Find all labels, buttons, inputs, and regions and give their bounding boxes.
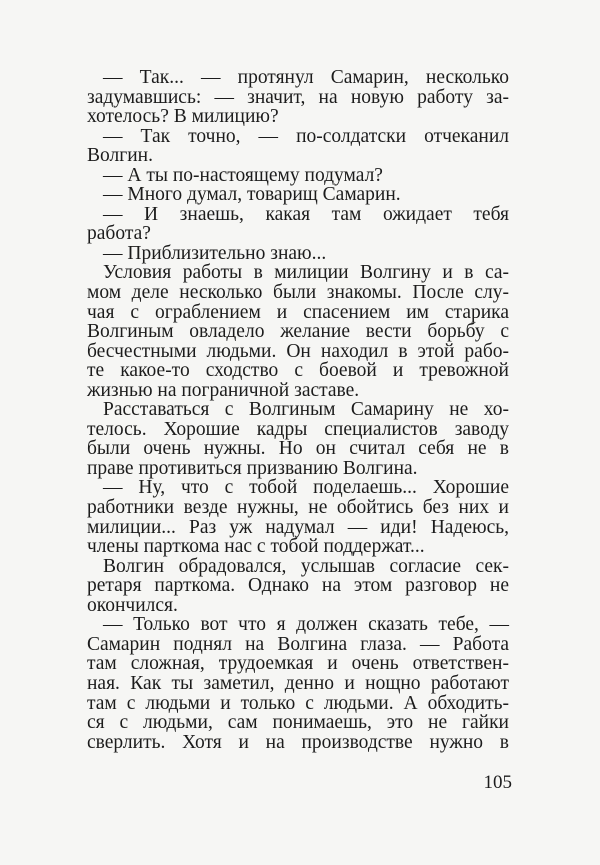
text-line: окончился. xyxy=(87,594,178,616)
paragraph xyxy=(87,68,509,127)
text-line: Самарин поднял на Волгина глаза. — Работа xyxy=(87,633,509,655)
text-line: — Так точно, — по-солдатски отчеканил xyxy=(103,125,509,147)
text-line: чая с ограблением и спасением им старика xyxy=(87,301,509,323)
text-line: — Ну, что с тобой поделаешь... Хорошие xyxy=(103,477,509,499)
text-line: задумавшись: — значит, на новую работу за- xyxy=(87,86,509,108)
text-line: ретаря парткома. Однако на этом разговор не xyxy=(87,575,509,597)
text-line: — Много думал, товарищ Самарин. xyxy=(103,184,401,206)
text-line: жизнью на пограничной заставе. xyxy=(87,379,360,401)
paragraph xyxy=(87,205,509,244)
paragraph xyxy=(87,185,509,205)
paragraph xyxy=(87,557,509,616)
text-line: — Только вот что я должен сказать тебе, — xyxy=(103,614,509,636)
text-line: Расставаться с Волгиным Самарину не хо- xyxy=(103,399,509,421)
book-page-text xyxy=(87,68,509,752)
text-line: были очень нужны. Но он считал себя не в xyxy=(87,438,509,460)
paragraph xyxy=(87,615,509,752)
text-line: хотелось? В милицию? xyxy=(87,106,279,128)
paragraph xyxy=(87,478,509,556)
text-line: члены парткома нас с тобой поддержат... xyxy=(87,536,425,558)
text-line: — Приблизительно знаю... xyxy=(103,242,327,264)
text-line: бесчестными людьми. Он находил в этой рабо- xyxy=(87,340,509,362)
text-line: телось. Хорошие кадры специалистов заводу xyxy=(87,418,509,440)
text-line: мом деле несколько были знакомы. После слу- xyxy=(87,282,509,304)
text-line: там с людьми и только с людьми. А обходить- xyxy=(87,692,509,714)
text-line: работники везде нужны, не обойтись без них и xyxy=(87,497,509,519)
paragraph xyxy=(87,400,509,478)
page-number: 105 xyxy=(483,772,512,793)
text-line: Волгин. xyxy=(87,145,153,167)
text-line: сверлить. Хотя и на производстве нужно в xyxy=(87,731,509,753)
text-line: там сложная, трудоемкая и очень ответствен- xyxy=(87,653,509,675)
text-line: ная. Как ты заметил, денно и нощно работают xyxy=(87,672,509,694)
text-line: — Так... — протянул Самарин, несколько xyxy=(103,67,509,88)
text-line: ся с людьми, сам понимаешь, это не гайки xyxy=(87,712,509,734)
paragraph xyxy=(87,244,509,264)
text-line: те какое-то сходство с боевой и тревожной xyxy=(87,360,509,382)
paragraph xyxy=(87,127,509,166)
text-line: праве противиться призванию Волгина. xyxy=(87,457,418,479)
text-line: Условия работы в милиции Волгину и в са- xyxy=(103,262,509,284)
text-line: Волгиным овладело желание вести борьбу с xyxy=(87,321,509,343)
text-line: милиции... Раз уж надумал — иди! Надеюсь, xyxy=(87,516,509,538)
text-line: — А ты по-настоящему подумал? xyxy=(103,164,383,186)
text-line: работа? xyxy=(87,223,151,245)
text-line: Волгин обрадовался, услышав согласие сек- xyxy=(103,555,509,577)
paragraph xyxy=(87,263,509,400)
paragraph xyxy=(87,166,509,186)
text-line: — И знаешь, какая там ожидает тебя xyxy=(103,203,509,225)
